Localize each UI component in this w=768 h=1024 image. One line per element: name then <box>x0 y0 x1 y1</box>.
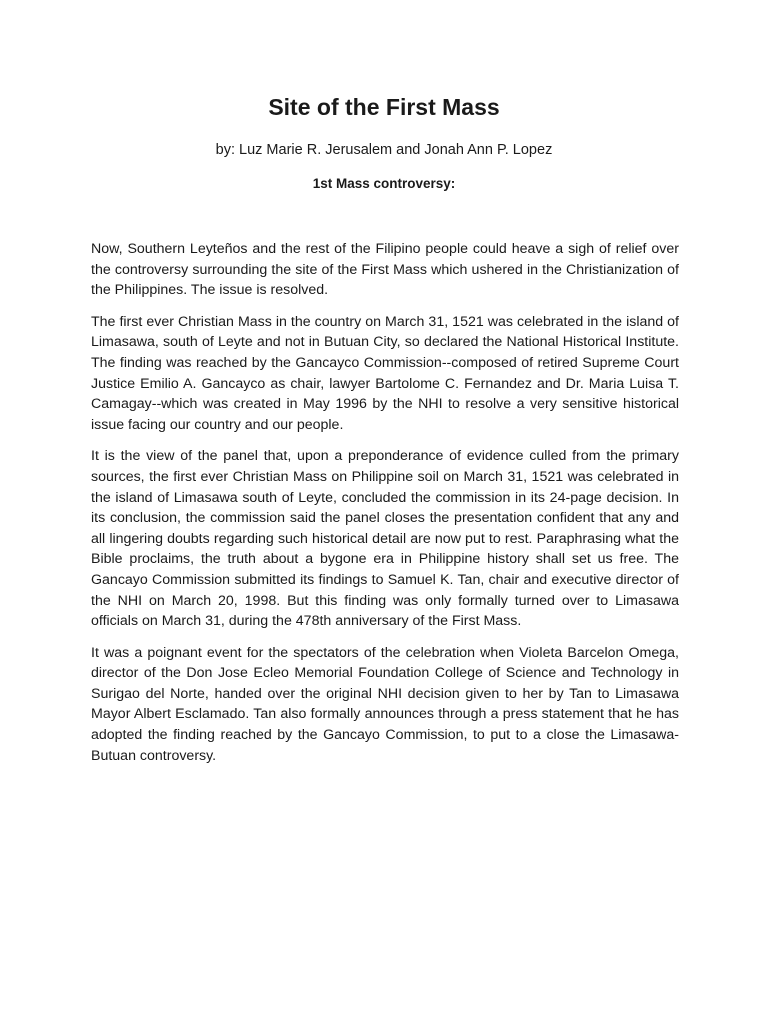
document-title: Site of the First Mass <box>268 94 500 120</box>
paragraph-3: It is the view of the panel that, upon a preponderance of evidence culled from the primary sources, the first ever Christian Mass on Philippine soil on March 31, 1521 was celebrated in the island of Limasawa south of Leyte, concluded the commission in its 24-page decision. In its conclusion, the commission said the panel closes the presentation confident that any and all lingering doubts regarding such historical detail are now put to rest. Paraphrasing what the Bible proclaims, the truth about a bygone era in Philippine history shall set us free. The Gancayo Commission submitted its findings to Samuel K. Tan, chair and executive director of the NHI on March 20, 1998. But this finding was only formally turned over to Limasawa officials on March 31, during the 478th anniversary of the First Mass. <box>91 448 679 630</box>
body-text <box>91 239 679 777</box>
paragraph-2: The first ever Christian Mass in the country on March 31, 1521 was celebrated in the island of Limasawa, south of Leyte and not in Butuan City, so declared the National Historical Institute. The finding was reached by the Gancayco Commission--composed of retired Supreme Court Justice Emilio A. Gancayco as chair, lawyer Bartolome C. Fernandez and Dr. Maria Luisa T. Camagay--which was created in May 1996 by the NHI to resolve a very sensitive historical issue facing our country and our people. <box>91 313 679 433</box>
byline: by: Luz Marie R. Jerusalem and Jonah Ann P. Lopez <box>215 142 553 158</box>
paragraph-1: Now, Southern Leyteños and the rest of the Filipino people could heave a sigh of relief over the controversy surrounding the site of the First Mass which ushered in the Christianization of the Philippines. The issue is resolved. <box>91 241 679 299</box>
section-heading: 1st Mass controversy: <box>312 176 456 191</box>
paragraph-4: It was a poignant event for the spectators of the celebration when Violeta Barcelon Omega, director of the Don Jose Ecleo Memorial Foundation College of Science and Technology in Surigao del Norte, handed over the original NHI decision given to her by Tan to Limasawa Mayor Albert Esclamado. Tan also formally announces through a press statement that he has adopted the finding reached by the Gancayo Commission, to put to a close the Limasawa-Butuan controversy. <box>91 644 679 764</box>
